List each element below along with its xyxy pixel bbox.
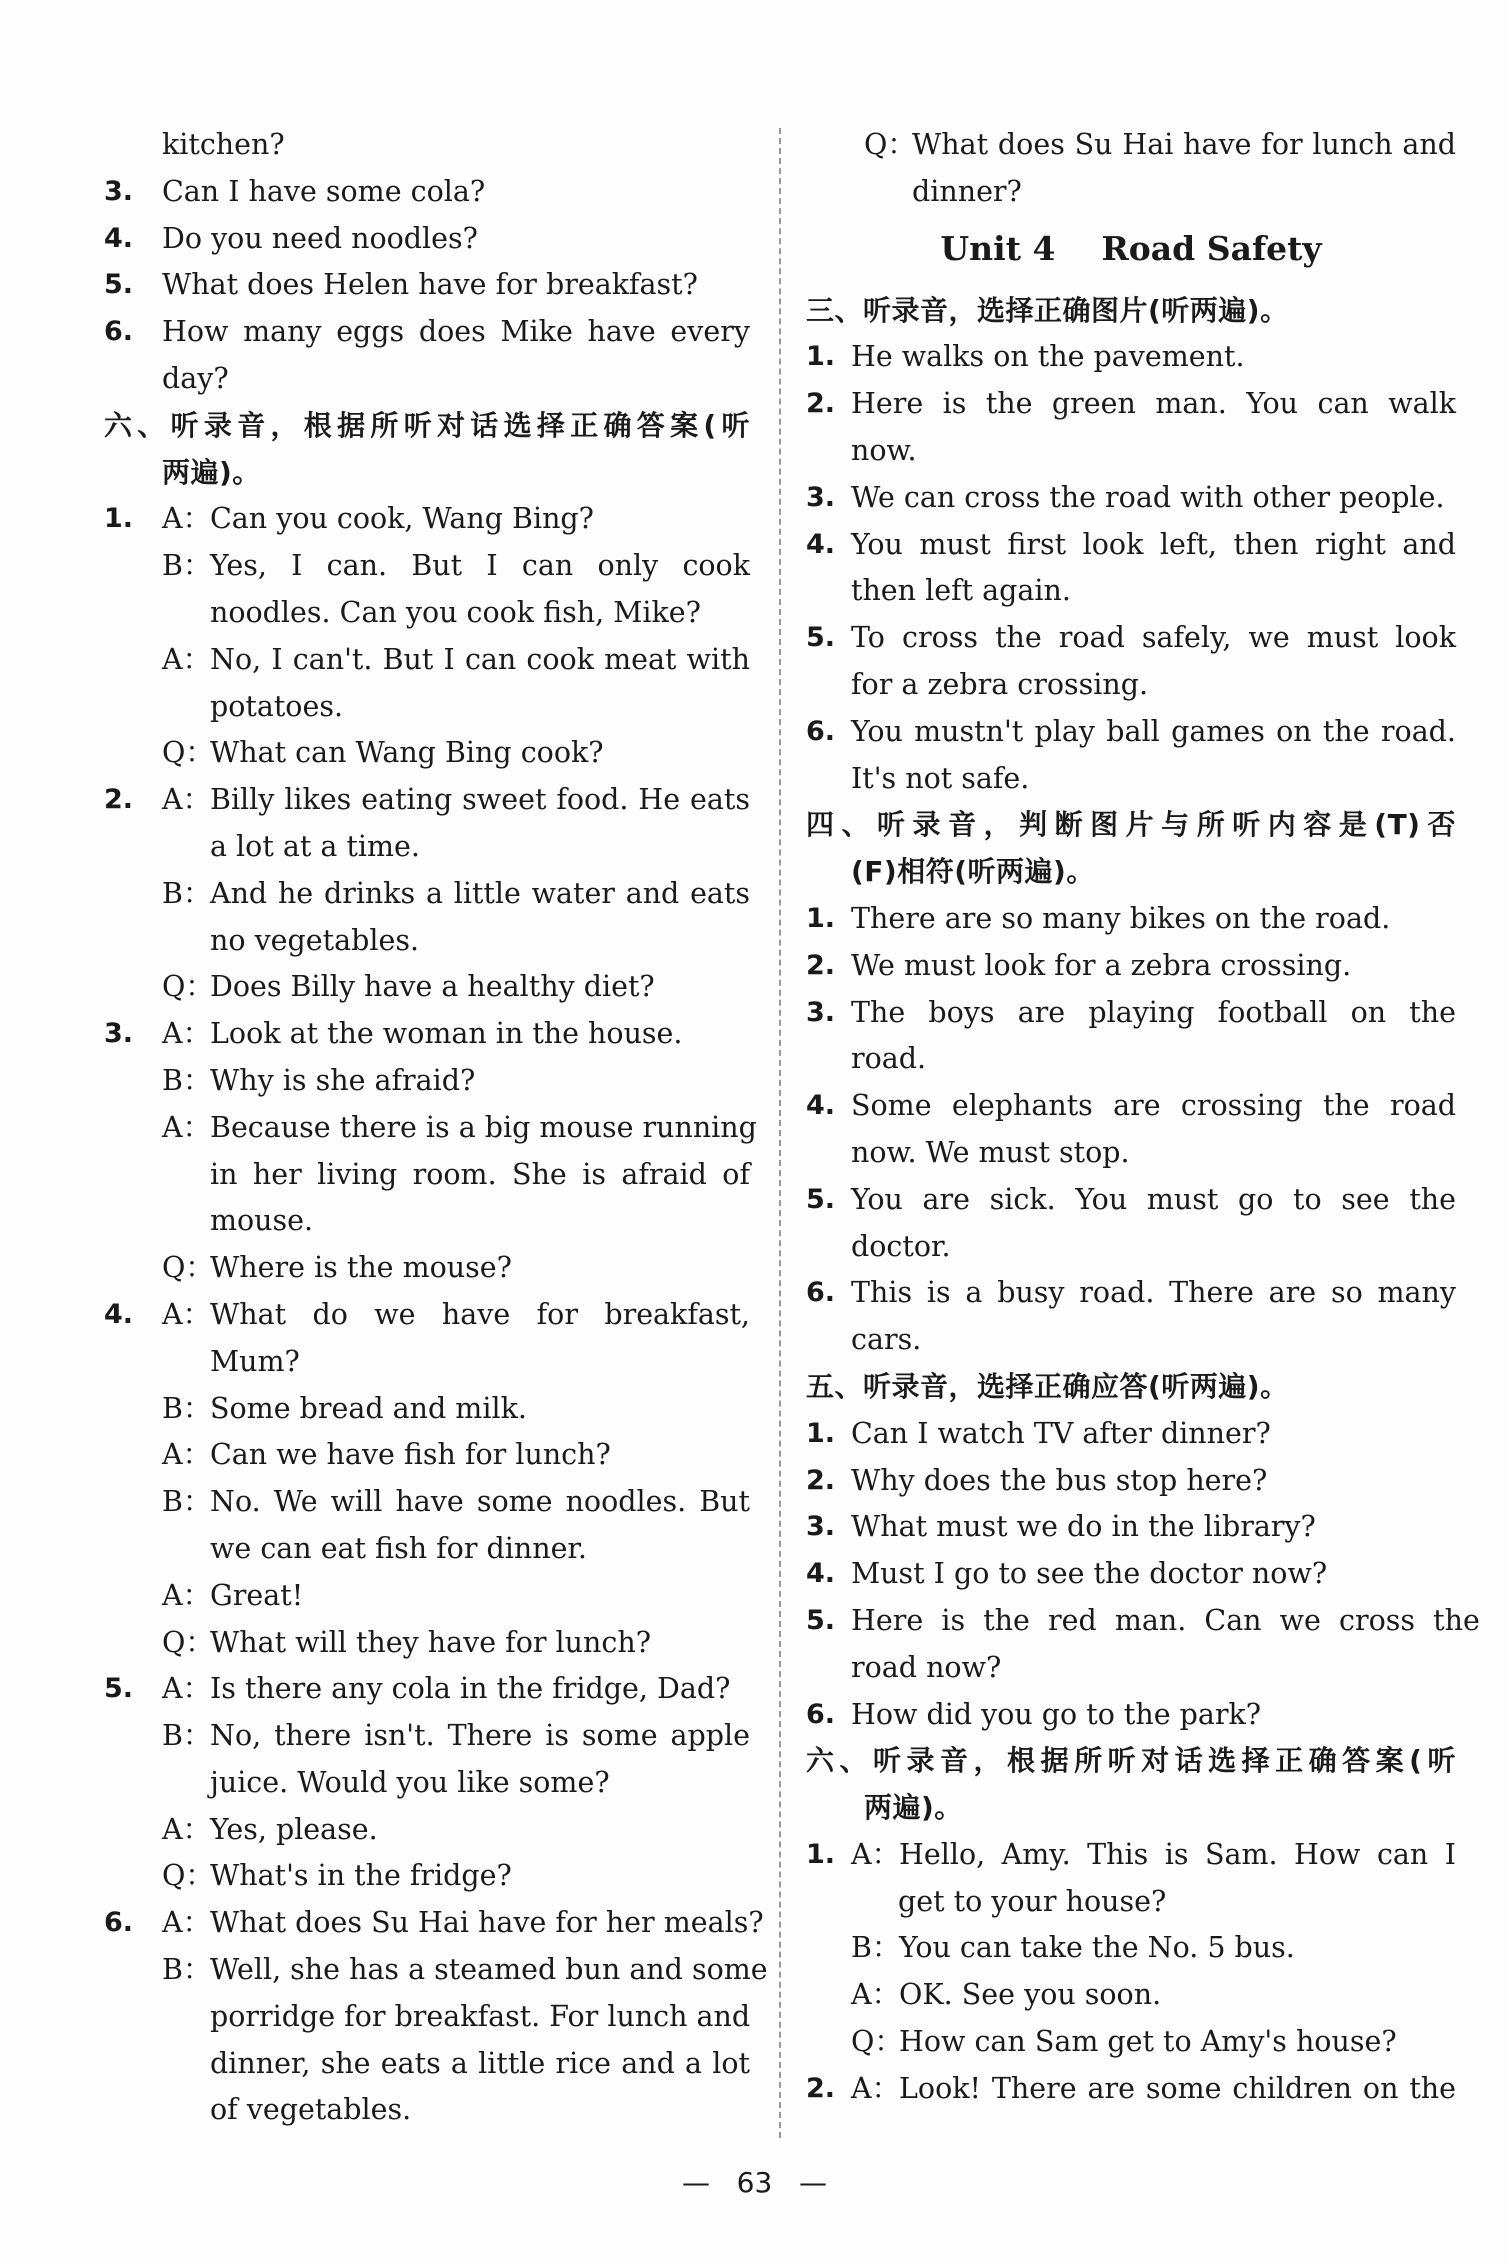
text-line bbox=[104, 1432, 750, 1479]
text-line bbox=[806, 428, 1456, 475]
section-heading-text: (F)相符(听两遍)。 bbox=[851, 855, 1095, 889]
line-text: No, there isn't. There is some apple bbox=[210, 1719, 750, 1753]
text-line bbox=[104, 1853, 750, 1900]
line-text: Yes, I can. But I can only cook bbox=[210, 549, 750, 583]
text-line bbox=[806, 1177, 1456, 1224]
item-number: 4. bbox=[806, 528, 836, 560]
text-line bbox=[806, 1551, 1456, 1598]
section-heading bbox=[806, 849, 1456, 896]
text-line bbox=[104, 1198, 750, 1245]
text-line bbox=[806, 169, 1456, 216]
section-heading bbox=[104, 450, 750, 497]
line-text: Can we have fish for lunch? bbox=[210, 1438, 611, 1472]
text-line bbox=[104, 1620, 750, 1667]
text-line bbox=[806, 1832, 1456, 1879]
item-number: 5. bbox=[806, 1604, 836, 1636]
speaker-label: Q： bbox=[162, 970, 214, 1004]
line-text: a lot at a time. bbox=[210, 829, 420, 863]
line-text: Here is the red man. Can we cross the bbox=[851, 1603, 1480, 1637]
line-text: You mustn't play ball games on the road. bbox=[851, 714, 1456, 748]
line-text: No. We will have some noodles. But bbox=[210, 1485, 750, 1519]
text-line bbox=[806, 615, 1456, 662]
speaker-label: B： bbox=[162, 549, 212, 583]
line-text: mouse. bbox=[210, 1204, 314, 1238]
line-text: You must first look left, then right and bbox=[851, 527, 1456, 561]
text-line bbox=[104, 1386, 750, 1433]
section-heading-text: 三、听录音，选择正确图片(听两遍)。 bbox=[806, 293, 1289, 327]
line-text: What will they have for lunch? bbox=[210, 1625, 651, 1659]
text-line bbox=[104, 543, 750, 590]
speaker-label: A： bbox=[162, 1906, 212, 1940]
text-line bbox=[104, 964, 750, 1011]
speaker-label: A： bbox=[162, 1438, 212, 1472]
section-heading-text: 两遍)。 bbox=[162, 455, 261, 489]
speaker-label: A： bbox=[162, 1672, 212, 1706]
line-text: Some elephants are crossing the road bbox=[851, 1089, 1456, 1123]
line-text: Because there is a big mouse running bbox=[210, 1110, 757, 1144]
speaker-label: Q： bbox=[851, 2025, 903, 2059]
text-line bbox=[806, 1083, 1456, 1130]
section-heading bbox=[806, 1364, 1456, 1411]
text-line bbox=[806, 1972, 1456, 2019]
speaker-label: Q： bbox=[864, 128, 916, 161]
text-line bbox=[806, 381, 1456, 428]
text-line bbox=[104, 2087, 750, 2134]
line-text: Does Billy have a healthy diet? bbox=[210, 970, 655, 1004]
speaker-label: Q： bbox=[162, 1625, 214, 1659]
line-text: Hello, Amy. This is Sam. How can I bbox=[899, 1837, 1456, 1871]
line-text: then left again. bbox=[851, 574, 1071, 608]
item-number: 1. bbox=[806, 902, 836, 934]
text-line bbox=[806, 1130, 1456, 1177]
line-text: road now? bbox=[851, 1650, 1002, 1684]
text-line bbox=[806, 475, 1456, 522]
section-heading bbox=[104, 403, 750, 450]
speaker-label: A： bbox=[162, 502, 212, 536]
line-text: Do you need noodles? bbox=[162, 221, 478, 255]
text-line bbox=[806, 756, 1456, 803]
line-text: OK. See you soon. bbox=[899, 1978, 1162, 2012]
speaker-label: B： bbox=[162, 1719, 212, 1753]
speaker-label: A： bbox=[162, 1110, 212, 1144]
page-footer bbox=[0, 2166, 1509, 2199]
line-text: How many eggs does Mike have every bbox=[162, 315, 750, 349]
text-line bbox=[806, 522, 1456, 569]
text-line bbox=[806, 1504, 1456, 1551]
speaker-label: A： bbox=[162, 1812, 212, 1846]
text-line bbox=[104, 1900, 764, 1947]
line-text: Yes, please. bbox=[210, 1812, 378, 1846]
left-column bbox=[104, 122, 768, 2134]
speaker-label: Q： bbox=[162, 1251, 214, 1285]
text-line bbox=[806, 1036, 1456, 1083]
text-line bbox=[104, 684, 750, 731]
line-text: now. bbox=[851, 433, 917, 467]
line-text: Why does the bus stop here? bbox=[851, 1463, 1268, 1497]
line-text: of vegetables. bbox=[210, 2093, 412, 2127]
item-number: 1. bbox=[806, 341, 836, 373]
text-line bbox=[104, 1479, 750, 1526]
text-line bbox=[806, 943, 1456, 990]
line-text: noodles. Can you cook fish, Mike? bbox=[210, 595, 701, 629]
section-heading-text: 六、听录音，根据所听对话选择正确答案(听 bbox=[104, 408, 750, 442]
line-text: To cross the road safely, we must look bbox=[851, 621, 1456, 655]
line-text: Can I have some cola? bbox=[162, 174, 486, 208]
line-text: You can take the No. 5 bus. bbox=[899, 1931, 1295, 1965]
text-line bbox=[806, 896, 1456, 943]
text-line bbox=[104, 1807, 750, 1854]
line-text: The boys are playing football on the bbox=[851, 995, 1456, 1029]
text-line bbox=[806, 1692, 1456, 1739]
line-text: get to your house? bbox=[898, 1884, 1167, 1918]
item-number: 6. bbox=[104, 1907, 134, 1939]
line-text: Is there any cola in the fridge, Dad? bbox=[210, 1672, 731, 1706]
text-line bbox=[104, 1339, 750, 1386]
item-number: 6. bbox=[104, 316, 134, 348]
text-line bbox=[806, 709, 1456, 756]
right-column bbox=[806, 122, 1480, 2113]
text-line bbox=[806, 1645, 1456, 1692]
text-line bbox=[104, 1245, 750, 1292]
text-line bbox=[806, 1925, 1456, 1972]
item-number: 2. bbox=[806, 388, 836, 420]
text-line bbox=[806, 1458, 1456, 1505]
text-line bbox=[806, 1224, 1456, 1271]
speaker-label: A： bbox=[162, 1297, 212, 1331]
line-text: potatoes. bbox=[210, 689, 344, 723]
line-text: no vegetables. bbox=[210, 923, 420, 957]
speaker-label: Q： bbox=[162, 1859, 214, 1893]
line-text: Can you cook, Wang Bing? bbox=[210, 502, 594, 536]
line-text: What can Wang Bing cook? bbox=[210, 736, 604, 770]
text-line bbox=[104, 637, 750, 684]
item-number: 5. bbox=[104, 1673, 134, 1705]
text-line bbox=[806, 1270, 1456, 1317]
item-number: 5. bbox=[104, 269, 134, 301]
speaker-label: B： bbox=[851, 1931, 901, 1965]
line-text: Look! There are some children on the bbox=[899, 2071, 1456, 2105]
speaker-label: B： bbox=[162, 1063, 212, 1097]
speaker-label: A： bbox=[162, 1017, 212, 1051]
item-number: 2. bbox=[104, 784, 134, 816]
text-line bbox=[104, 1947, 768, 1994]
text-line bbox=[806, 568, 1456, 615]
item-number: 6. bbox=[806, 715, 836, 747]
item-number: 6. bbox=[806, 1698, 836, 1730]
line-text: now. We must stop. bbox=[851, 1135, 1130, 1169]
line-text: No, I can't. But I can cook meat with bbox=[210, 642, 750, 676]
text-line bbox=[104, 824, 750, 871]
text-line bbox=[806, 662, 1456, 709]
line-text: Great! bbox=[210, 1578, 304, 1612]
line-text: Mum? bbox=[210, 1344, 300, 1378]
section-heading bbox=[806, 1738, 1456, 1785]
section-heading-text: 两遍)。 bbox=[864, 1791, 963, 1825]
item-number: 3. bbox=[104, 1018, 134, 1050]
text-line bbox=[104, 1105, 757, 1152]
item-number: 1. bbox=[806, 1838, 836, 1870]
text-line bbox=[104, 1994, 750, 2041]
line-text: It's not safe. bbox=[851, 761, 1030, 795]
section-heading bbox=[806, 1785, 1456, 1832]
line-text: What do we have for breakfast, bbox=[210, 1297, 750, 1331]
page-number: 63 bbox=[736, 2166, 773, 2199]
line-text: What does Su Hai have for her meals? bbox=[210, 1906, 764, 1940]
line-text: This is a busy road. There are so many bbox=[851, 1276, 1456, 1310]
text-line bbox=[104, 918, 750, 965]
text-line bbox=[104, 496, 750, 543]
text-line bbox=[806, 1411, 1456, 1458]
item-number: 4. bbox=[104, 222, 134, 254]
line-text: And he drinks a little water and eats bbox=[210, 876, 750, 910]
text-line bbox=[104, 122, 750, 169]
item-number: 4. bbox=[806, 1558, 836, 1590]
text-line bbox=[104, 2041, 750, 2088]
speaker-label: A： bbox=[851, 1978, 901, 2012]
section-heading-text: 六、听录音，根据所听对话选择正确答案(听 bbox=[806, 1744, 1456, 1778]
line-text: He walks on the pavement. bbox=[851, 340, 1245, 374]
text-line bbox=[104, 1573, 750, 1620]
speaker-label: A： bbox=[851, 2071, 901, 2105]
line-text: Here is the green man. You can walk bbox=[851, 387, 1456, 421]
text-line bbox=[806, 2019, 1456, 2066]
item-number: 6. bbox=[806, 1277, 836, 1309]
text-line bbox=[104, 1292, 750, 1339]
text-line bbox=[104, 730, 750, 777]
line-text: we can eat fish for dinner. bbox=[210, 1531, 587, 1565]
section-heading bbox=[806, 802, 1456, 849]
line-text: What does Helen have for breakfast? bbox=[162, 268, 698, 302]
text-line bbox=[806, 1879, 1456, 1926]
item-number: 3. bbox=[806, 481, 836, 513]
text-line bbox=[806, 990, 1456, 1037]
text-line bbox=[104, 216, 750, 263]
speaker-label: A： bbox=[162, 783, 212, 817]
speaker-label: B： bbox=[162, 1953, 212, 1987]
speaker-label: B： bbox=[162, 1485, 212, 1519]
line-text: Some bread and milk. bbox=[210, 1391, 527, 1425]
text-line bbox=[104, 777, 750, 824]
line-text: What does Su Hai have for lunch and bbox=[912, 128, 1456, 161]
text-line bbox=[104, 871, 750, 918]
speaker-label: Q： bbox=[162, 736, 214, 770]
line-text: Well, she has a steamed bun and some bbox=[210, 1953, 768, 1987]
text-line bbox=[104, 1760, 750, 1807]
text-line bbox=[104, 590, 750, 637]
item-number: 5. bbox=[806, 622, 836, 654]
line-text: dinner, she eats a little rice and a lot bbox=[210, 2046, 750, 2080]
text-line bbox=[104, 169, 750, 216]
line-text: Can I watch TV after dinner? bbox=[851, 1416, 1271, 1450]
line-text: kitchen? bbox=[162, 128, 285, 161]
line-text: Look at the woman in the house. bbox=[210, 1017, 683, 1051]
text-line bbox=[104, 262, 750, 309]
speaker-label: B： bbox=[162, 1391, 212, 1425]
line-text: What's in the fridge? bbox=[210, 1859, 512, 1893]
line-text: cars. bbox=[851, 1323, 922, 1357]
line-text: We can cross the road with other people. bbox=[851, 480, 1445, 514]
line-text: What must we do in the library? bbox=[851, 1510, 1316, 1544]
item-number: 3. bbox=[806, 1511, 836, 1543]
text-line bbox=[806, 334, 1456, 381]
line-text: There are so many bikes on the road. bbox=[851, 901, 1391, 935]
text-line bbox=[104, 1011, 750, 1058]
item-number: 3. bbox=[104, 175, 134, 207]
text-line bbox=[104, 309, 750, 356]
line-text: Where is the mouse? bbox=[210, 1251, 512, 1285]
text-line bbox=[806, 122, 1456, 169]
line-text: road. bbox=[851, 1042, 927, 1076]
footer-dash-left: — bbox=[681, 2166, 710, 2199]
text-line bbox=[104, 1666, 750, 1713]
footer-dash-right: — bbox=[799, 2166, 828, 2199]
line-text: Must I go to see the doctor now? bbox=[851, 1557, 1328, 1591]
line-text: dinner? bbox=[912, 174, 1022, 208]
line-text: for a zebra crossing. bbox=[851, 667, 1149, 701]
unit-title: Unit 4 Road Safety bbox=[940, 228, 1322, 268]
text-line bbox=[806, 1317, 1456, 1364]
section-heading-text: 四、听录音，判断图片与所听内容是(T)否 bbox=[806, 808, 1456, 842]
line-text: in her living room. She is afraid of bbox=[210, 1157, 750, 1191]
item-number: 2. bbox=[806, 1464, 836, 1496]
line-text: You are sick. You must go to see the bbox=[851, 1182, 1456, 1216]
item-number: 2. bbox=[806, 2072, 836, 2104]
item-number: 1. bbox=[104, 503, 134, 535]
line-text: Why is she afraid? bbox=[210, 1063, 476, 1097]
speaker-label: A： bbox=[162, 1578, 212, 1612]
item-number: 2. bbox=[806, 949, 836, 981]
line-text: We must look for a zebra crossing. bbox=[851, 948, 1352, 982]
line-text: Billy likes eating sweet food. He eats bbox=[210, 783, 750, 817]
text-line bbox=[104, 1713, 750, 1760]
speaker-label: A： bbox=[162, 642, 212, 676]
text-line bbox=[104, 1058, 750, 1105]
text-line bbox=[806, 2066, 1456, 2113]
line-text: day? bbox=[162, 361, 229, 395]
column-divider bbox=[779, 128, 781, 2138]
item-number: 1. bbox=[806, 1417, 836, 1449]
section-heading bbox=[806, 288, 1456, 335]
item-number: 4. bbox=[806, 1090, 836, 1122]
item-number: 5. bbox=[806, 1183, 836, 1215]
text-line bbox=[806, 1598, 1480, 1645]
item-number: 3. bbox=[806, 996, 836, 1028]
line-text: How did you go to the park? bbox=[851, 1697, 1262, 1731]
line-text: How can Sam get to Amy's house? bbox=[899, 2025, 1397, 2059]
text-line bbox=[104, 1526, 750, 1573]
text-line bbox=[104, 1152, 750, 1199]
text-line bbox=[104, 356, 750, 403]
line-text: doctor. bbox=[851, 1229, 951, 1263]
speaker-label: A： bbox=[851, 1837, 901, 1871]
item-number: 4. bbox=[104, 1298, 134, 1330]
section-heading-text: 五、听录音，选择正确应答(听两遍)。 bbox=[806, 1369, 1289, 1403]
line-text: porridge for breakfast. For lunch and bbox=[210, 1999, 751, 2033]
speaker-label: B： bbox=[162, 876, 212, 910]
line-text: juice. Would you like some? bbox=[210, 1765, 610, 1799]
